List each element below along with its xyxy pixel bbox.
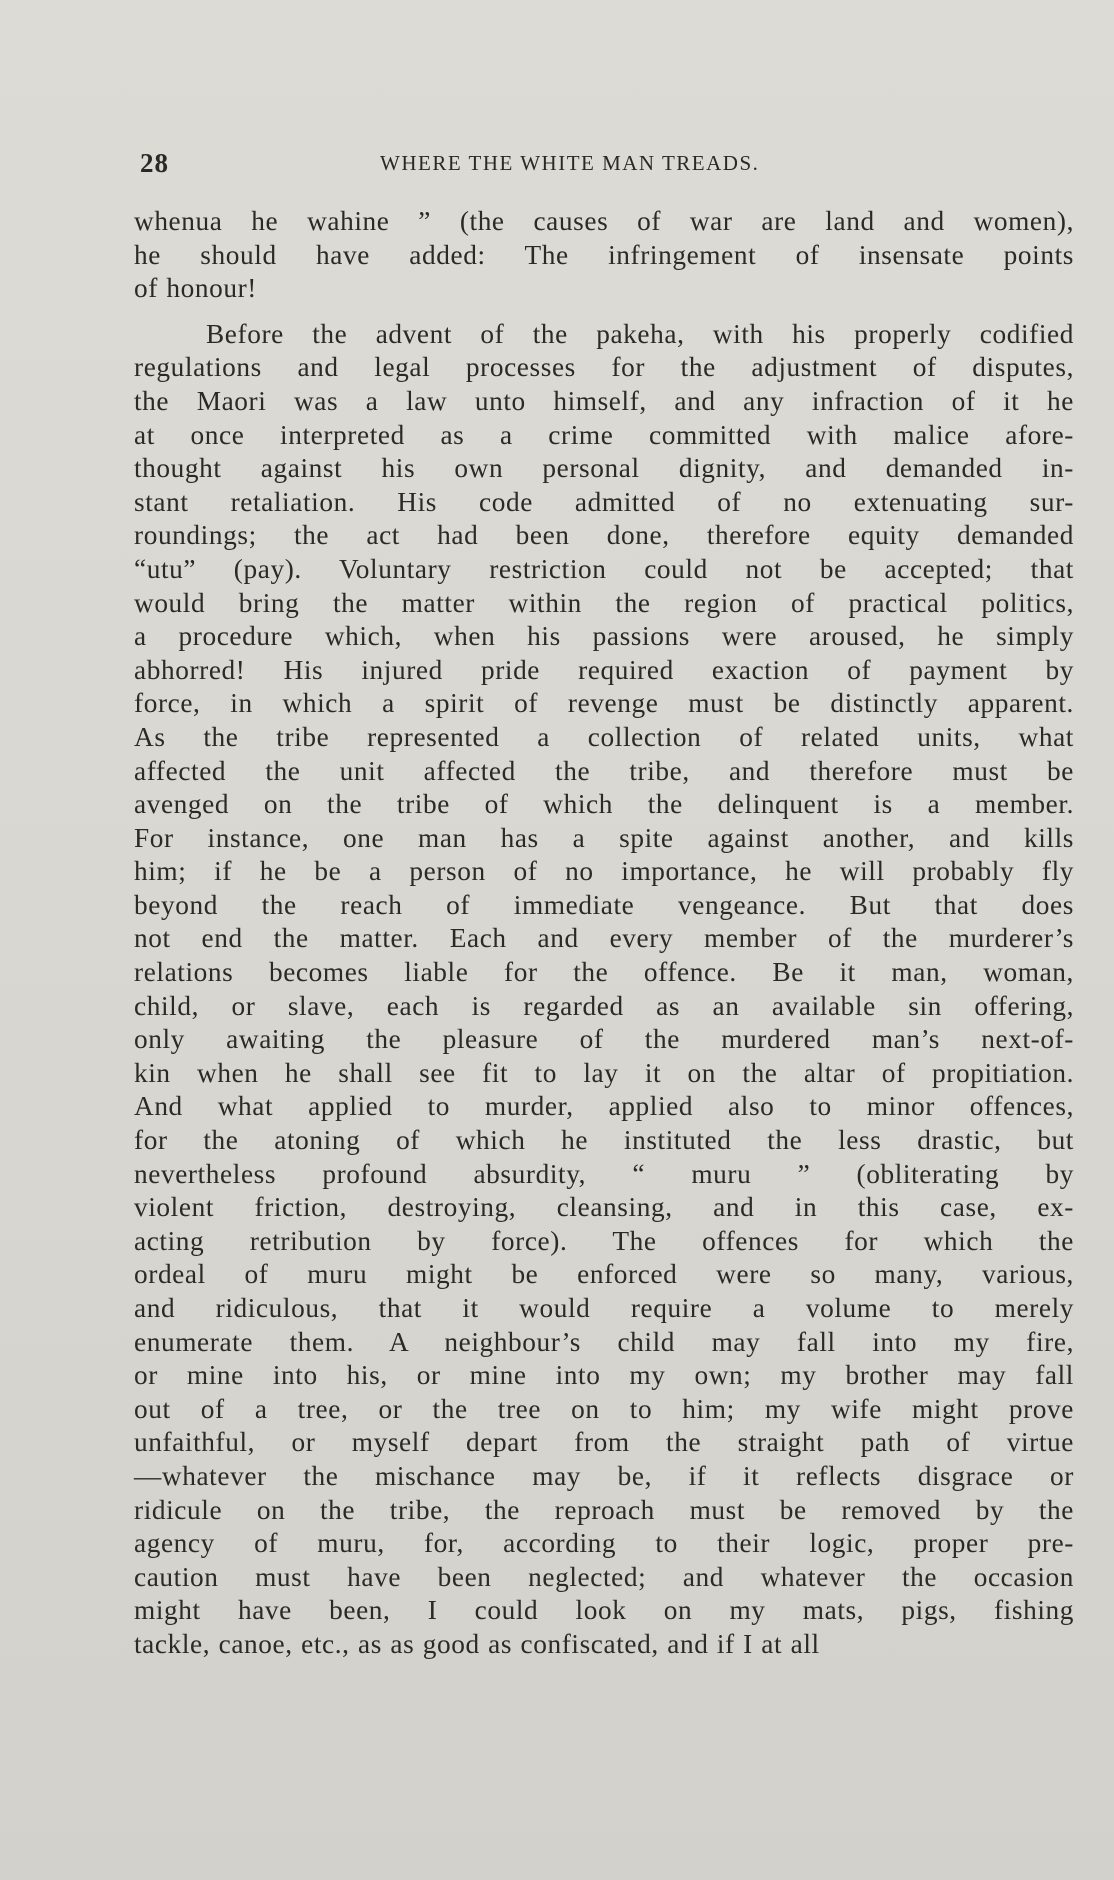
- text-line: might have been, I could look on my mats, pigs, fishing: [134, 1595, 1074, 1626]
- text-line: beyond the reach of immediate vengeance. But that does: [134, 889, 1074, 920]
- text-line: of honour!: [134, 273, 257, 304]
- text-line: child, or slave, each is regarded as an available sin offering,: [134, 990, 1074, 1021]
- text-line: agency of muru, for, according to their logic, proper pre-: [134, 1528, 1074, 1559]
- text-line: As the tribe represented a collection of related units, what: [134, 721, 1074, 752]
- text-line: And what applied to murder, applied also to minor offences,: [134, 1091, 1074, 1122]
- text-line: kin when he shall see fit to lay it on the altar of propitiation.: [134, 1057, 1074, 1088]
- text-line: Before the advent of the pakeha, with his properly codified: [206, 318, 1074, 349]
- text-line: the Maori was a law unto himself, and any infraction of it he: [134, 385, 1074, 416]
- text-line: a procedure which, when his passions were aroused, he simply: [134, 621, 1074, 652]
- text-line: whenua he wahine ” (the causes of war are land and women),: [134, 206, 1074, 236]
- page-header: [136, 148, 836, 188]
- text-line: avenged on the tribe of which the delinquent is a member.: [134, 789, 1074, 820]
- paragraph-gap: [134, 306, 1074, 318]
- text-line: stant retaliation. His code admitted of no extenuating sur-: [134, 486, 1074, 517]
- text-line: not end the matter. Each and every member of the murderer’s: [134, 923, 1074, 954]
- text-line: nevertheless profound absurdity, “ muru ” (obliterating by: [134, 1158, 1074, 1189]
- text-line: force, in which a spirit of revenge must be distinctly apparent.: [134, 688, 1074, 719]
- text-line: tackle, canoe, etc., as as good as confiscated, and if I at all: [134, 1628, 820, 1659]
- text-line: affected the unit affected the tribe, and therefore must be: [134, 755, 1074, 786]
- text-line: or mine into his, or mine into my own; my brother may fall: [134, 1360, 1074, 1391]
- text-line: caution must have been neglected; and whatever the occasion: [134, 1561, 1074, 1592]
- running-title: WHERE THE WHITE MAN TREADS.: [380, 151, 760, 175]
- text-line: —whatever the mischance may be, if it reflects disgrace or: [134, 1460, 1074, 1491]
- text-line: abhorred! His injured pride required exaction of payment by: [134, 654, 1074, 685]
- text-line: “utu” (pay). Voluntary restriction could not be accepted; that: [134, 553, 1074, 584]
- text-line: ordeal of muru might be enforced were so many, various,: [134, 1259, 1074, 1290]
- text-line: regulations and legal processes for the adjustment of disputes,: [134, 352, 1074, 383]
- paragraph: [134, 205, 1074, 306]
- paragraph: [134, 318, 1074, 1662]
- body-text: [134, 205, 1074, 1662]
- text-line: thought against his own personal dignity, and demanded in-: [134, 453, 1074, 484]
- text-line: out of a tree, or the tree on to him; my wife might prove: [134, 1393, 1074, 1424]
- text-line: unfaithful, or myself depart from the straight path of virtue: [134, 1427, 1074, 1458]
- page-number: 28: [140, 148, 169, 178]
- text-line: relations becomes liable for the offence. Be it man, woman,: [134, 957, 1074, 988]
- text-line: For instance, one man has a spite against another, and kills: [134, 822, 1074, 853]
- text-line: roundings; the act had been done, therefore equity demanded: [134, 520, 1074, 551]
- text-line: he should have added: The infringement of insensate points: [134, 239, 1074, 270]
- text-line: only awaiting the pleasure of the murdered man’s next-of-: [134, 1024, 1074, 1055]
- text-line: enumerate them. A neighbour’s child may fall into my fire,: [134, 1326, 1074, 1357]
- text-line: ridicule on the tribe, the reproach must be removed by the: [134, 1494, 1074, 1525]
- text-line: and ridiculous, that it would require a volume to merely: [134, 1293, 1074, 1323]
- text-line: would bring the matter within the region of practical politics,: [134, 587, 1074, 618]
- text-line: violent friction, destroying, cleansing, and in this case, ex-: [134, 1192, 1074, 1223]
- text-line: for the atoning of which he instituted the less drastic, but: [134, 1125, 1074, 1156]
- text-line: acting retribution by force). The offences for which the: [134, 1225, 1074, 1256]
- text-line: at once interpreted as a crime committed with malice afore-: [134, 419, 1074, 450]
- text-line: him; if he be a person of no importance, he will probably fly: [134, 856, 1074, 887]
